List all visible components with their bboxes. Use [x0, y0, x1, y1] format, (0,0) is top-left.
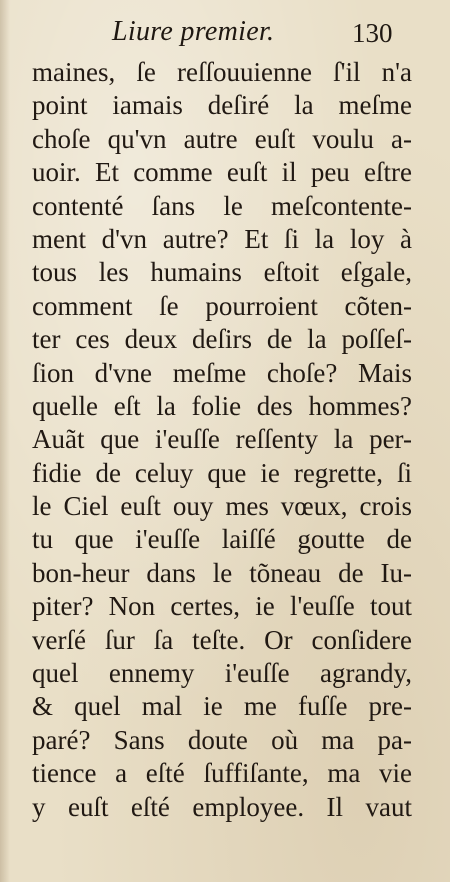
text-line: fidie de celuy que ie regrette, ſi: [32, 457, 412, 488]
text-line: maines, ſe reſſouuienne ſ'il n'a: [32, 57, 412, 87]
text-line: choſe qu'vn autre euſt voulu a-: [32, 123, 412, 154]
text-line: piter? Non certes, ie l'euſſe tout: [32, 591, 412, 622]
text-line: verſé ſur ſa teſte. Or conſidere: [32, 624, 412, 655]
text-line: y euſt eſté employee. Il vaut: [32, 791, 412, 822]
text-line: contenté ſans le meſcontente-: [32, 190, 412, 221]
text-line: tous les humains eſtoit eſgale,: [32, 257, 412, 288]
text-line: uoir. Et comme euſt il peu eſtre: [32, 157, 412, 188]
text-line: point iamais deſiré la meſme: [32, 90, 412, 121]
text-line: ſion d'vne meſme choſe? Mais: [32, 357, 412, 388]
text-line: quel ennemy i'euſſe agrandy,: [32, 658, 412, 689]
text-line: ment d'vn autre? Et ſi la loy à: [32, 223, 412, 254]
text-line: comment ſe pourroient cõten-: [32, 290, 412, 321]
page-header: [0, 12, 450, 52]
text-line: ter ces deux deſirs de la poſſeſ-: [32, 324, 412, 355]
text-line: paré? Sans doute où ma pa-: [32, 724, 412, 755]
text-line: le Ciel euſt ouy mes vœux, crois: [32, 491, 412, 522]
page-number: 130: [352, 18, 393, 48]
text-line: Auãt que i'euſſe reſſenty la per-: [32, 424, 412, 455]
body-text: [32, 56, 412, 824]
running-title: Liure premier.: [112, 16, 275, 47]
text-line: quelle eſt la folie des hommes?: [32, 390, 412, 421]
text-line: bon-heur dans le tõneau de Iu-: [32, 557, 412, 588]
text-line: tience a eſté ſuffiſante, ma vie: [32, 758, 412, 789]
text-line: tu que i'euſſe laiſſé goutte de: [32, 524, 412, 555]
text-line: & quel mal ie me fuſſe pre-: [32, 691, 412, 722]
